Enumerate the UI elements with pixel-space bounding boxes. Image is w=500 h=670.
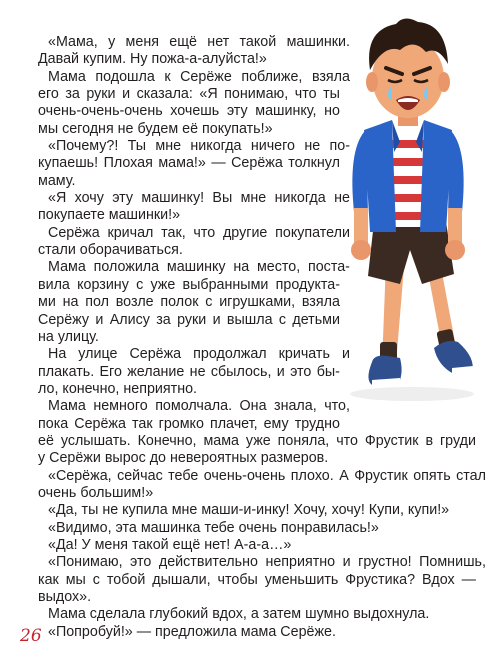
text-line: На улице Серёжа продолжал кричать и — [48, 346, 350, 363]
text-line: мы сегодня не будем её покупать!» — [38, 120, 273, 137]
text-line: «Понимаю, это действительно неприятно и грустно! Помнишь, — [48, 554, 486, 571]
text-line: Серёжа кричал так, что другие покупатели — [48, 224, 350, 241]
text-line: маму. — [38, 172, 76, 189]
page-number: 26 — [20, 626, 42, 646]
text-line: Мама немного помолчала. Она знала, что, — [48, 398, 350, 415]
text-line: пока Серёжа так громко плачет, ему трудно — [38, 415, 340, 432]
text-line: «Почему?! Ты мне никогда ничего не по- — [48, 138, 350, 155]
text-line: «Мама, у меня ещё нет такой машинки. — [48, 34, 350, 50]
text-line: у Серёжи вырос до невероятных размеров. — [38, 450, 329, 467]
text-line: её услышать. Конечно, мама уже поняла, что Фрустик в груди — [38, 432, 476, 449]
text-line: вила корзину с уже выбранными продукта- — [38, 276, 340, 293]
crying-boy-illustration — [334, 12, 484, 407]
text-line: выдох». — [38, 589, 92, 605]
text-line: как мы с тобой дышали, чтобы уменьшить Фрустика? Вдох — — [38, 571, 476, 588]
text-line: «Серёжа, сейчас тебе очень-очень плохо. А Фрустик опять стал — [48, 467, 486, 484]
text-line: очень-очень-очень хочешь эту машинку, но — [38, 103, 340, 120]
text-line: его за руки и сказала: «Я понимаю, что ты — [38, 86, 340, 103]
text-line: ми на пол возле полок с игрушками, взяла — [38, 294, 340, 311]
text-line: «Да! У меня такой ещё нет! А-а-а…» — [48, 536, 292, 553]
text-line: «Да, ты не купила мне маши-и-инку! Хочу, хочу! Купи, купи!» — [48, 502, 450, 519]
text-line: Мама сделала глубокий вдох, а затем шумно выдохнула. — [48, 606, 430, 623]
text-line: покупаете машинки!» — [38, 207, 181, 224]
text-line: стали оборачиваться. — [38, 242, 183, 259]
text-line: купаешь! Плохая мама!» — Серёжа толкнул — [38, 155, 340, 172]
text-line: «Попробуй!» — предложила мама Серёже. — [48, 623, 336, 640]
text-line: «Видимо, эта машинка тебе очень понравилась!» — [48, 519, 379, 536]
text-line: ло, конечно, неприятно. — [38, 380, 198, 397]
text-line: на улицу. — [38, 328, 99, 345]
text-line: Давай купим. Ну пожа-а-алуйста!» — [38, 51, 267, 68]
text-line: Мама положила машинку на место, поста- — [48, 259, 350, 276]
text-line: Серёжу и Алису за руки и вышла с детьми — [38, 311, 340, 328]
text-line: Мама подошла к Серёже поближе, взяла — [48, 68, 350, 85]
text-line: очень большим!» — [38, 484, 154, 501]
text-line: плакать. Его желание не сбылось, и это бы- — [38, 363, 340, 380]
text-line: «Я хочу эту машинку! Вы мне никогда не — [48, 190, 350, 207]
